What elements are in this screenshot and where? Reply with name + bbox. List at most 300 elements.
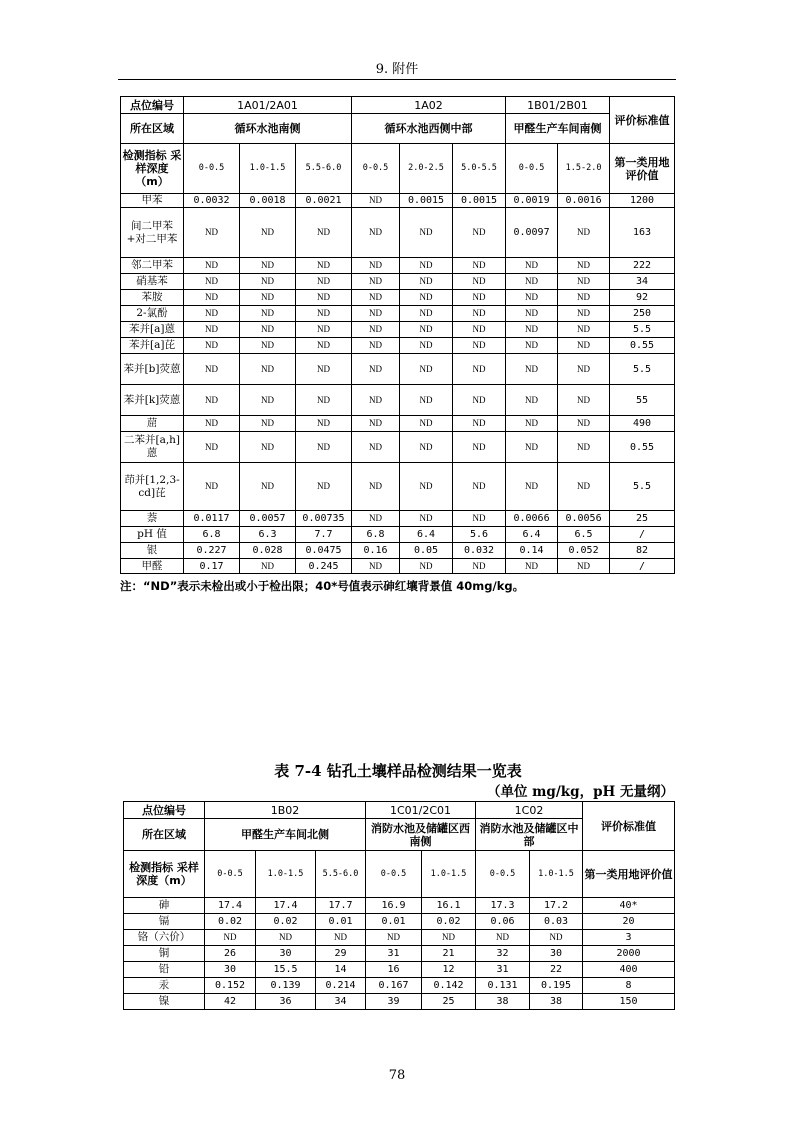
eval-standard-label: 评价标准值 — [583, 802, 675, 851]
value-cell: ND — [400, 432, 453, 463]
value-cell: ND — [506, 306, 558, 322]
value-cell: ND — [506, 416, 558, 432]
value-cell: ND — [296, 354, 352, 385]
indicator-name: 邻二甲苯 — [121, 258, 184, 274]
value-cell: ND — [558, 208, 610, 258]
value-cell: ND — [400, 385, 453, 416]
value-cell: 30 — [256, 946, 316, 962]
value-cell: ND — [530, 930, 583, 946]
value-cell: ND — [400, 306, 453, 322]
depth-cell: 1.5-2.0 — [558, 144, 610, 194]
value-cell: 31 — [366, 946, 422, 962]
value-cell: 0.0057 — [240, 511, 296, 527]
value-cell: ND — [296, 385, 352, 416]
table-row — [121, 463, 675, 511]
results-table-2 — [123, 801, 675, 1010]
value-cell: 26 — [205, 946, 256, 962]
value-cell: 16.1 — [422, 898, 476, 914]
value-cell: ND — [506, 559, 558, 574]
value-cell: ND — [240, 258, 296, 274]
value-cell: ND — [184, 208, 240, 258]
class1-label: 第一类用地评价值 — [610, 144, 675, 194]
value-cell: ND — [453, 306, 506, 322]
indicator-name: 甲醛 — [121, 559, 184, 574]
value-cell: ND — [184, 463, 240, 511]
value-cell: ND — [184, 258, 240, 274]
value-cell: ND — [240, 463, 296, 511]
value-cell: 17.4 — [256, 898, 316, 914]
depth-cell: 2.0-2.5 — [400, 144, 453, 194]
value-cell: 0.02 — [256, 914, 316, 930]
value-cell: ND — [240, 559, 296, 574]
value-cell: ND — [240, 290, 296, 306]
value-cell: 0.214 — [316, 978, 366, 994]
point-id-label: 点位编号 — [121, 97, 184, 114]
table-row — [121, 354, 675, 385]
value-cell: ND — [296, 463, 352, 511]
value-cell: ND — [240, 338, 296, 354]
point-id-label: 点位编号 — [124, 802, 205, 819]
value-cell: ND — [558, 416, 610, 432]
value-cell: ND — [240, 416, 296, 432]
standard-value: 34 — [610, 274, 675, 290]
indicator-name: 银 — [121, 543, 184, 559]
value-cell: 0.14 — [506, 543, 558, 559]
area-label: 所在区域 — [124, 819, 205, 851]
value-cell: 42 — [205, 994, 256, 1010]
value-cell: 0.0032 — [184, 194, 240, 208]
value-cell: 0.0015 — [453, 194, 506, 208]
value-cell: ND — [352, 274, 400, 290]
table-row — [121, 511, 675, 527]
indicator-name: 苯并[a]蒽 — [121, 322, 184, 338]
standard-value: 1200 — [610, 194, 675, 208]
table-row — [124, 994, 675, 1010]
value-cell: ND — [240, 322, 296, 338]
value-cell: ND — [400, 416, 453, 432]
value-cell: ND — [184, 338, 240, 354]
indicator-name: 苯并[b]荧蒽 — [121, 354, 184, 385]
value-cell: ND — [352, 322, 400, 338]
value-cell: 0.00735 — [296, 511, 352, 527]
value-cell: 0.01 — [366, 914, 422, 930]
standard-value: 55 — [610, 385, 675, 416]
indicator-name: 汞 — [124, 978, 205, 994]
depth-cell: 5.5-6.0 — [316, 851, 366, 898]
table-row — [124, 962, 675, 978]
value-cell: ND — [240, 306, 296, 322]
value-cell: 0.139 — [256, 978, 316, 994]
value-cell: ND — [453, 274, 506, 290]
value-cell: 16.9 — [366, 898, 422, 914]
value-cell: ND — [558, 290, 610, 306]
point-group: 1B01/2B01 — [506, 97, 610, 114]
area: 循环水池南侧 — [184, 114, 352, 144]
value-cell: 17.3 — [476, 898, 530, 914]
value-cell: ND — [558, 463, 610, 511]
depth-cell: 1.0-1.5 — [240, 144, 296, 194]
header-divider — [118, 79, 676, 80]
value-cell: ND — [506, 274, 558, 290]
value-cell: 6.3 — [240, 527, 296, 543]
value-cell: ND — [558, 258, 610, 274]
value-cell: ND — [184, 274, 240, 290]
value-cell: 0.0056 — [558, 511, 610, 527]
depth-cell: 1.0-1.5 — [530, 851, 583, 898]
indicator-name: 苯胺 — [121, 290, 184, 306]
standard-value: 82 — [610, 543, 675, 559]
value-cell: 0.17 — [184, 559, 240, 574]
value-cell: ND — [184, 306, 240, 322]
value-cell: 29 — [316, 946, 366, 962]
depth-cell: 5.5-6.0 — [296, 144, 352, 194]
value-cell: ND — [453, 559, 506, 574]
standard-value: / — [610, 527, 675, 543]
value-cell: ND — [296, 258, 352, 274]
depth-cell: 0-0.5 — [506, 144, 558, 194]
value-cell: ND — [352, 463, 400, 511]
value-cell: 6.4 — [506, 527, 558, 543]
value-cell: 0.02 — [205, 914, 256, 930]
value-cell: ND — [352, 338, 400, 354]
value-cell: ND — [506, 385, 558, 416]
value-cell: 34 — [316, 994, 366, 1010]
value-cell: ND — [453, 290, 506, 306]
value-cell: ND — [453, 511, 506, 527]
value-cell: 17.4 — [205, 898, 256, 914]
standard-value: 222 — [610, 258, 675, 274]
area: 甲醛生产车间北侧 — [205, 819, 366, 851]
indicator-name: 铬（六价） — [124, 930, 205, 946]
value-cell: 38 — [476, 994, 530, 1010]
value-cell: 14 — [316, 962, 366, 978]
value-cell: 6.8 — [184, 527, 240, 543]
depth-cell: 0-0.5 — [476, 851, 530, 898]
value-cell: ND — [506, 338, 558, 354]
value-cell: ND — [400, 511, 453, 527]
indicator-name: 砷 — [124, 898, 205, 914]
indicator-name: 茚并[1,2,3-cd]芘 — [121, 463, 184, 511]
table-row — [121, 306, 675, 322]
class1-label: 第一类用地评价值 — [583, 851, 675, 898]
value-cell: 30 — [530, 946, 583, 962]
value-cell: ND — [506, 322, 558, 338]
page-number: 78 — [388, 1068, 406, 1083]
value-cell: ND — [184, 290, 240, 306]
value-cell: ND — [296, 416, 352, 432]
value-cell: 31 — [476, 962, 530, 978]
value-cell: ND — [558, 338, 610, 354]
value-cell: ND — [366, 930, 422, 946]
value-cell: ND — [558, 274, 610, 290]
value-cell: ND — [184, 416, 240, 432]
standard-value: 20 — [583, 914, 675, 930]
table-row — [121, 194, 675, 208]
value-cell: ND — [400, 463, 453, 511]
table-row — [124, 930, 675, 946]
value-cell: ND — [506, 290, 558, 306]
value-cell: ND — [352, 354, 400, 385]
depth-cell: 5.0-5.5 — [453, 144, 506, 194]
value-cell: ND — [558, 306, 610, 322]
standard-value: 250 — [610, 306, 675, 322]
standard-value: 400 — [583, 962, 675, 978]
value-cell: 0.03 — [530, 914, 583, 930]
value-cell: ND — [476, 930, 530, 946]
depth-cell: 0-0.5 — [205, 851, 256, 898]
value-cell: 30 — [205, 962, 256, 978]
table-row — [121, 274, 675, 290]
table-row — [121, 543, 675, 559]
table-row — [124, 898, 675, 914]
depth-cell: 0-0.5 — [184, 144, 240, 194]
standard-value: / — [610, 559, 675, 574]
standard-value: 0.55 — [610, 432, 675, 463]
value-cell: 0.16 — [352, 543, 400, 559]
standard-value: 5.5 — [610, 354, 675, 385]
value-cell: 0.245 — [296, 559, 352, 574]
depth-label: 检测指标 采样深度（m） — [124, 851, 205, 898]
indicator-name: 苯并[a]芘 — [121, 338, 184, 354]
area-label: 所在区域 — [121, 114, 184, 144]
table-row — [121, 322, 675, 338]
value-cell: ND — [184, 354, 240, 385]
value-cell: ND — [240, 354, 296, 385]
standard-value: 2000 — [583, 946, 675, 962]
table-row — [121, 432, 675, 463]
value-cell: ND — [453, 258, 506, 274]
point-group: 1A02 — [352, 97, 506, 114]
value-cell: 0.0097 — [506, 208, 558, 258]
value-cell: 0.227 — [184, 543, 240, 559]
table-row — [121, 208, 675, 258]
value-cell: ND — [506, 354, 558, 385]
indicator-name: 苯并[k]荧蒽 — [121, 385, 184, 416]
value-cell: 0.0018 — [240, 194, 296, 208]
value-cell: 15.5 — [256, 962, 316, 978]
value-cell: ND — [352, 290, 400, 306]
value-cell: ND — [352, 306, 400, 322]
value-cell: 0.0021 — [296, 194, 352, 208]
indicator-name: 甲苯 — [121, 194, 184, 208]
value-cell: 0.032 — [453, 543, 506, 559]
value-cell: ND — [316, 930, 366, 946]
area: 消防水池及储罐区中部 — [476, 819, 583, 851]
value-cell: 5.6 — [453, 527, 506, 543]
value-cell: 0.0019 — [506, 194, 558, 208]
value-cell: ND — [352, 432, 400, 463]
point-group: 1C02 — [476, 802, 583, 819]
table-row — [124, 946, 675, 962]
indicator-name: 镉 — [124, 914, 205, 930]
value-cell: ND — [184, 432, 240, 463]
value-cell: ND — [296, 338, 352, 354]
table-row — [121, 527, 675, 543]
value-cell: ND — [558, 385, 610, 416]
value-cell: ND — [558, 559, 610, 574]
area: 消防水池及储罐区西南侧 — [366, 819, 476, 851]
value-cell: ND — [506, 432, 558, 463]
value-cell: ND — [400, 322, 453, 338]
value-cell: ND — [453, 463, 506, 511]
value-cell: ND — [400, 290, 453, 306]
value-cell: ND — [400, 274, 453, 290]
value-cell: ND — [352, 385, 400, 416]
value-cell: 6.8 — [352, 527, 400, 543]
table-title: 表 7-4 钻孔土壤样品检测结果一览表 — [274, 762, 522, 780]
value-cell: 6.5 — [558, 527, 610, 543]
depth-cell: 1.0-1.5 — [422, 851, 476, 898]
value-cell: 32 — [476, 946, 530, 962]
standard-value: 25 — [610, 511, 675, 527]
table-row — [121, 258, 675, 274]
point-group: 1A01/2A01 — [184, 97, 352, 114]
indicator-name: 铜 — [124, 946, 205, 962]
value-cell: ND — [400, 559, 453, 574]
standard-value: 92 — [610, 290, 675, 306]
indicator-name: 间二甲苯+对二甲苯 — [121, 208, 184, 258]
value-cell: 0.152 — [205, 978, 256, 994]
value-cell: 6.4 — [400, 527, 453, 543]
value-cell: 0.028 — [240, 543, 296, 559]
table-row — [121, 385, 675, 416]
value-cell: 0.05 — [400, 543, 453, 559]
value-cell: ND — [240, 274, 296, 290]
value-cell: ND — [256, 930, 316, 946]
value-cell: 7.7 — [296, 527, 352, 543]
value-cell: ND — [453, 322, 506, 338]
value-cell: 0.02 — [422, 914, 476, 930]
value-cell: ND — [400, 338, 453, 354]
value-cell: 0.01 — [316, 914, 366, 930]
standard-value: 8 — [583, 978, 675, 994]
area: 循环水池西侧中部 — [352, 114, 506, 144]
value-cell: 0.052 — [558, 543, 610, 559]
value-cell: ND — [352, 208, 400, 258]
standard-value: 5.5 — [610, 463, 675, 511]
value-cell: 17.2 — [530, 898, 583, 914]
standard-value: 163 — [610, 208, 675, 258]
value-cell: ND — [422, 930, 476, 946]
value-cell: ND — [558, 354, 610, 385]
value-cell: ND — [558, 432, 610, 463]
value-cell: ND — [453, 432, 506, 463]
value-cell: ND — [453, 338, 506, 354]
table-row — [121, 338, 675, 354]
value-cell: ND — [453, 416, 506, 432]
table-note: 注：“ND”表示未检出或小于检出限；40*号值表示砷红壤背景值 40mg/kg。 — [120, 579, 525, 593]
indicator-name: 2-氯酚 — [121, 306, 184, 322]
value-cell: ND — [352, 559, 400, 574]
depth-cell: 0-0.5 — [366, 851, 422, 898]
value-cell: 0.142 — [422, 978, 476, 994]
value-cell: 21 — [422, 946, 476, 962]
value-cell: 0.195 — [530, 978, 583, 994]
value-cell: 0.0475 — [296, 543, 352, 559]
value-cell: ND — [453, 354, 506, 385]
depth-label: 检测指标 采样深度（m） — [121, 144, 184, 194]
value-cell: ND — [296, 432, 352, 463]
indicator-name: pH 值 — [121, 527, 184, 543]
value-cell: ND — [205, 930, 256, 946]
value-cell: 0.0015 — [400, 194, 453, 208]
standard-value: 0.55 — [610, 338, 675, 354]
standard-value: 3 — [583, 930, 675, 946]
standard-value: 5.5 — [610, 322, 675, 338]
indicator-name: 䓛 — [121, 416, 184, 432]
value-cell: ND — [240, 385, 296, 416]
value-cell: ND — [400, 208, 453, 258]
value-cell: ND — [352, 511, 400, 527]
value-cell: 38 — [530, 994, 583, 1010]
standard-value: 490 — [610, 416, 675, 432]
value-cell: ND — [352, 258, 400, 274]
standard-value: 40* — [583, 898, 675, 914]
indicator-name: 硝基苯 — [121, 274, 184, 290]
value-cell: 0.131 — [476, 978, 530, 994]
value-cell: ND — [400, 354, 453, 385]
point-group: 1C01/2C01 — [366, 802, 476, 819]
depth-cell: 0-0.5 — [352, 144, 400, 194]
depth-cell: 1.0-1.5 — [256, 851, 316, 898]
table-row — [124, 978, 675, 994]
value-cell: 16 — [366, 962, 422, 978]
value-cell: ND — [352, 194, 400, 208]
value-cell: ND — [453, 208, 506, 258]
value-cell: 0.167 — [366, 978, 422, 994]
value-cell: ND — [506, 463, 558, 511]
value-cell: ND — [558, 322, 610, 338]
value-cell: 0.0066 — [506, 511, 558, 527]
value-cell: 17.7 — [316, 898, 366, 914]
value-cell: ND — [184, 385, 240, 416]
value-cell: ND — [240, 208, 296, 258]
table-row — [121, 416, 675, 432]
value-cell: 0.06 — [476, 914, 530, 930]
value-cell: 22 — [530, 962, 583, 978]
value-cell: ND — [506, 258, 558, 274]
value-cell: 25 — [422, 994, 476, 1010]
point-group: 1B02 — [205, 802, 366, 819]
area: 甲醛生产车间南侧 — [506, 114, 610, 144]
value-cell: ND — [296, 274, 352, 290]
value-cell: ND — [184, 322, 240, 338]
indicator-name: 镍 — [124, 994, 205, 1010]
table-row — [121, 559, 675, 574]
value-cell: ND — [400, 258, 453, 274]
indicator-name: 萘 — [121, 511, 184, 527]
table-unit: （单位 mg/kg，pH 无量纲） — [486, 784, 674, 800]
value-cell: 12 — [422, 962, 476, 978]
eval-standard-label: 评价标准值 — [610, 97, 675, 144]
value-cell: 36 — [256, 994, 316, 1010]
value-cell: ND — [453, 385, 506, 416]
value-cell: ND — [296, 322, 352, 338]
page-header: 9. 附件 — [375, 62, 419, 77]
value-cell: ND — [352, 416, 400, 432]
indicator-name: 铅 — [124, 962, 205, 978]
value-cell: ND — [296, 306, 352, 322]
table-row — [124, 914, 675, 930]
indicator-name: 二苯并[a,h]蒽 — [121, 432, 184, 463]
standard-value: 150 — [583, 994, 675, 1010]
results-table-1 — [120, 96, 675, 574]
value-cell: ND — [240, 432, 296, 463]
value-cell: 39 — [366, 994, 422, 1010]
value-cell: 0.0016 — [558, 194, 610, 208]
value-cell: 0.0117 — [184, 511, 240, 527]
value-cell: ND — [296, 290, 352, 306]
